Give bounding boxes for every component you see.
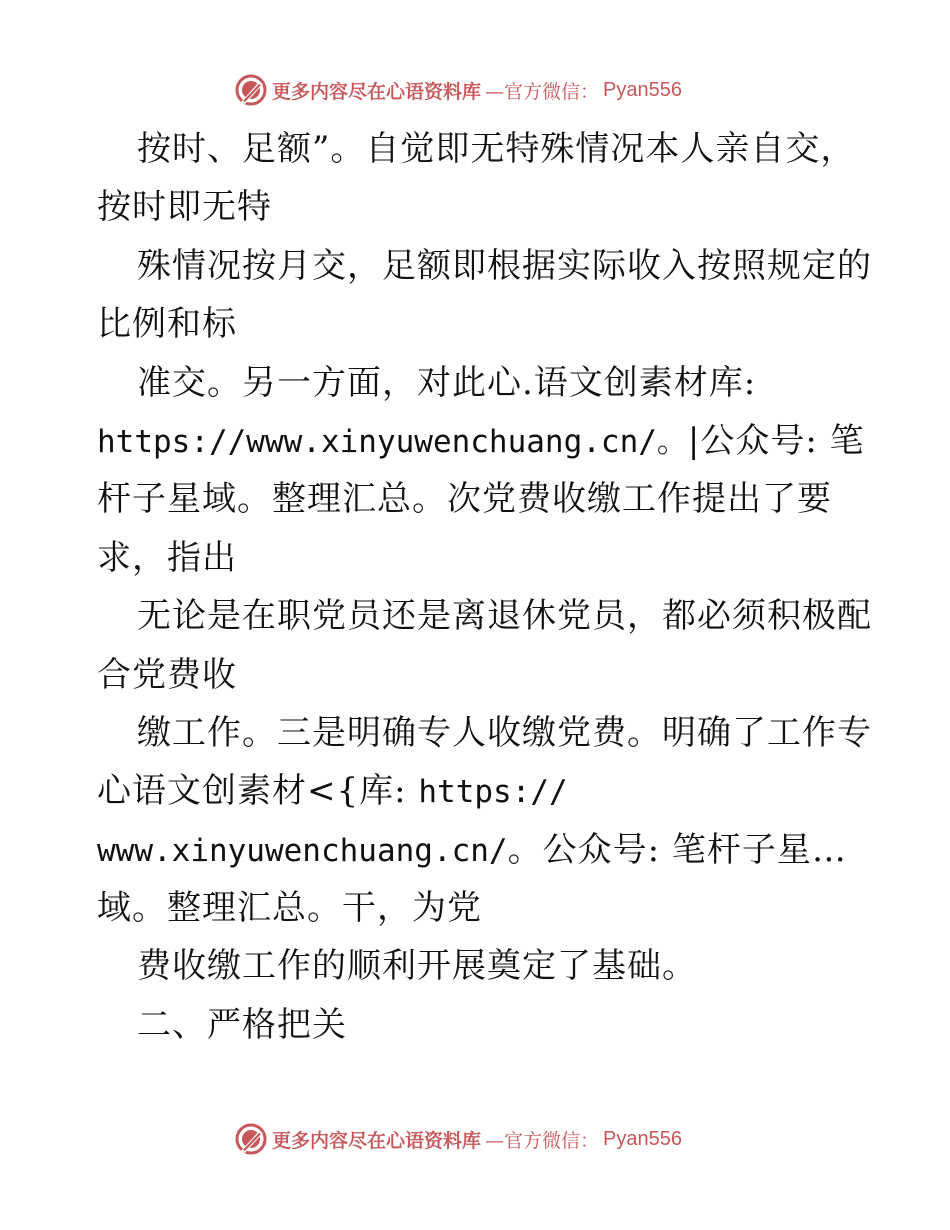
text-line: 费收缴工作的顺利开展奠定了基础。 xyxy=(137,946,697,987)
header-banner xyxy=(234,73,682,107)
text-line: 按时即无特 xyxy=(97,187,272,228)
text-line: 域。整理汇总。干，为党 xyxy=(97,888,482,929)
footer-banner-text: 更多内容尽在心语资料库 xyxy=(272,1129,482,1152)
text-fragment: 。公众号: 笔杆子星… xyxy=(507,829,847,870)
footer-banner xyxy=(234,1122,682,1156)
header-wechat-label: —官方微信： xyxy=(485,80,600,103)
text-line: 殊情况按月交，足额即根据实际收入按照规定的 xyxy=(137,245,872,286)
text-line: 按时、足额”。自觉即无特殊情况本人亲自交， xyxy=(137,129,856,169)
pen-logo-icon xyxy=(234,1122,268,1156)
text-line xyxy=(97,412,865,470)
text-fragment: |公众号: 笔 xyxy=(687,420,865,461)
footer-wechat-label: —官方微信： xyxy=(485,1129,600,1152)
text-line: 求，指出 xyxy=(97,537,237,578)
text-line: 杆子星域。整理汇总。次党费收缴工作提出了要 xyxy=(97,479,832,520)
pen-logo-icon xyxy=(234,73,268,107)
text-line: 合党费收 xyxy=(97,654,237,695)
header-banner-text: 更多内容尽在心语资料库 xyxy=(272,80,482,103)
section-heading: 二、严格把关 xyxy=(137,1004,347,1045)
text-line xyxy=(97,821,857,879)
url-text: https://www.xinyuwenchuang.cn/。 xyxy=(97,423,688,460)
footer-wechat-id: Pyan556 xyxy=(603,1127,682,1150)
url-text: https:// xyxy=(418,774,568,811)
text-line: 比例和标 xyxy=(97,304,237,345)
text-line xyxy=(97,762,857,820)
text-fragment: 心语文创素材<{库: xyxy=(97,771,419,812)
body-text xyxy=(97,120,872,1054)
text-line: 缴工作。三是明确专人收缴党费。明确了工作专 xyxy=(137,712,872,753)
text-line: 准交。另一方面，对此心.语文创素材库: xyxy=(137,362,757,403)
text-line: 无论是在职党员还是离退休党员，都必须积极配 xyxy=(137,596,872,637)
url-text: www.xinyuwenchuang.cn/ xyxy=(97,832,508,869)
header-wechat-id: Pyan556 xyxy=(603,78,682,101)
